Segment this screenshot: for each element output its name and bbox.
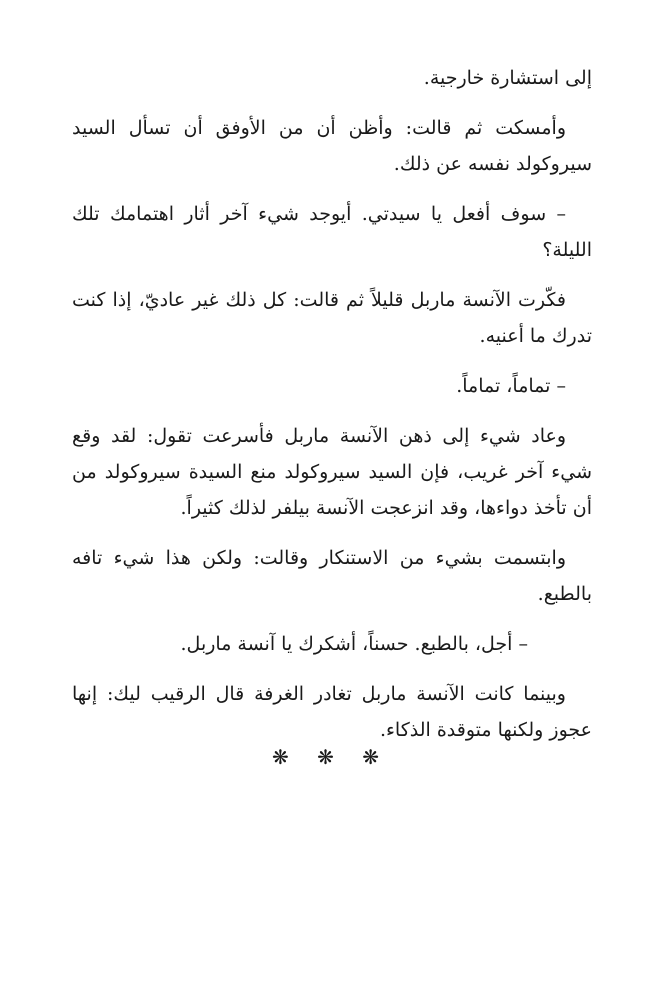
separator-asterism-icon: ❋ xyxy=(317,745,334,769)
paragraph-3-dialogue: – سوف أفعل يا سيدتي. أيوجد شيء آخر أثار اهتمامك تلك الليلة؟ xyxy=(72,203,592,261)
paragraph-9: وبينما كانت الآنسة ماربل تغادر الغرفة قال الرقيب ليك: إنها عجوز ولكنها متوقدة الذكاء. xyxy=(72,683,592,741)
paragraph-2: وأمسكت ثم قالت: وأظن أن من الأوفق أن تسأل السيد سيروكولد نفسه عن ذلك. xyxy=(72,117,592,175)
separator-asterism-icon: ❋ xyxy=(271,745,289,769)
paragraph-5-dialogue: – تماماً، تماماً. xyxy=(456,375,566,397)
paragraph-8-dialogue: – أجل، بالطبع. حسناً، أشكرك يا آنسة ماربل. xyxy=(180,633,528,655)
section-separator xyxy=(0,745,651,769)
paragraph-4: فكّرت الآنسة ماربل قليلاً ثم قالت: كل ذلك غير عاديّ، إذا كنت تدرك ما أعنيه. xyxy=(72,289,592,347)
book-page-text xyxy=(72,60,592,762)
paragraph-1: إلى استشارة خارجية. xyxy=(423,67,592,89)
paragraph-6: وعاد شيء إلى ذهن الآنسة ماربل فأسرعت تقول: لقد وقع شيء آخر غريب، فإن السيد سيروكولد منع السيدة سيروكولد من أن تأخذ دواءها، وقد انزعجت الآنسة بيلفر لذلك كثيراً. xyxy=(72,425,592,519)
separator-asterism-icon: ❋ xyxy=(362,745,379,769)
paragraph-7: وابتسمت بشيء من الاستنكار وقالت: ولكن هذا شيء تافه بالطبع. xyxy=(72,547,592,605)
